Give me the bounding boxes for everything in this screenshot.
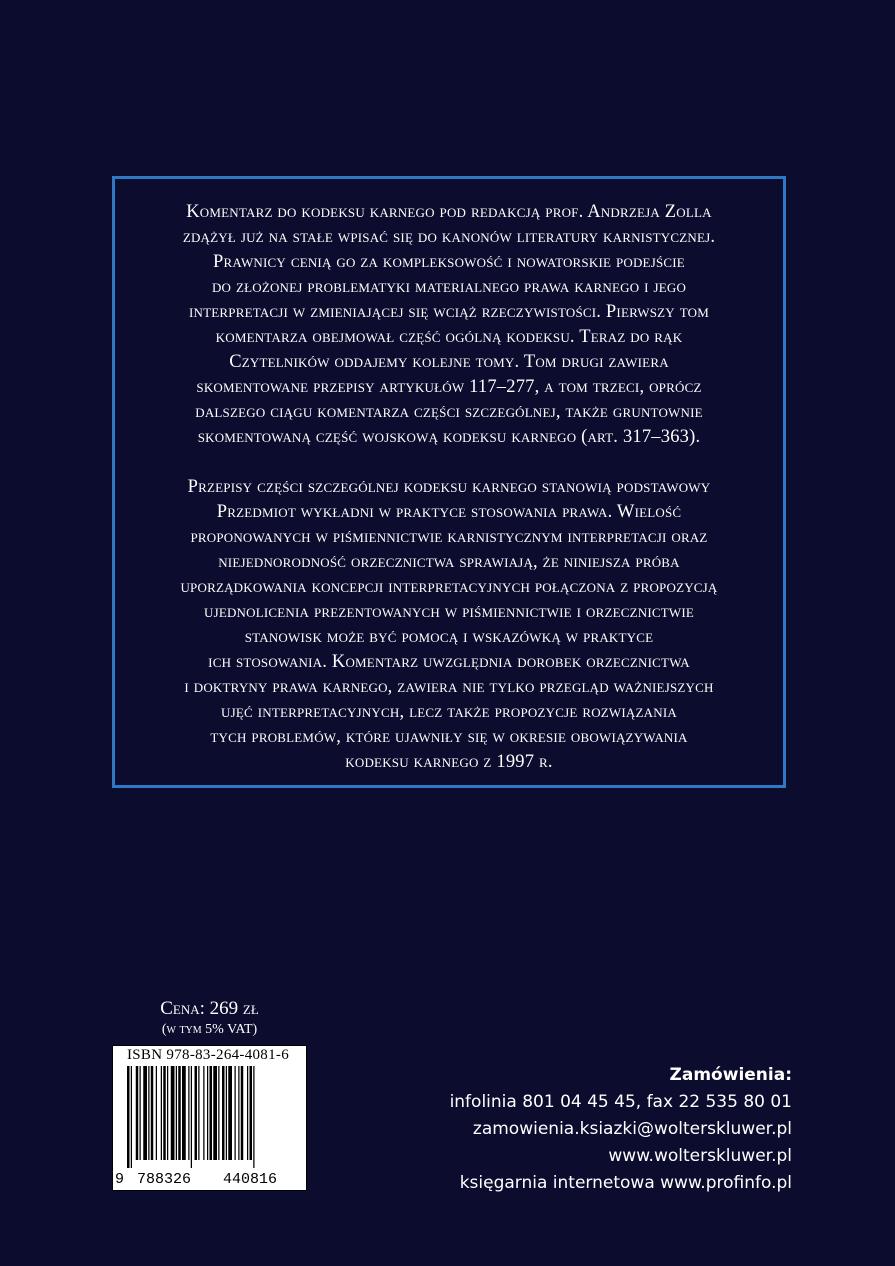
barcode-bar: [143, 1066, 147, 1160]
barcode-bar: [131, 1066, 132, 1168]
barcode-bar: [195, 1066, 198, 1160]
blurb-line: niejednorodność orzecznictwa sprawiają, że niniejsza próba: [218, 552, 680, 572]
barcode-bar: [241, 1066, 244, 1160]
blurb-line: do złożonej problematyki materialnego prawa karnego i jego: [211, 277, 687, 297]
barcode-bar: [148, 1066, 149, 1160]
blurb-line: tych problemów, które ujawniły się w okresie obowiązywania: [210, 727, 688, 747]
blurb-line: Komentarz do kodeksu karnego pod redakcją prof. Andrzeja Zolla: [186, 202, 712, 222]
blurb-line: dalszego ciągu komentarza części szczególnej, także gruntownie: [195, 402, 703, 422]
blurb-line: Przepisy części szczególnej kodeksu karnego stanowią podstawowy: [187, 477, 711, 497]
blurb-line: interpretacji w zmieniającej się wciąż rzeczywistości. Pierwszy tom: [189, 302, 709, 322]
blurb-line: i doktryny prawa karnego, zawiera nie tylko przegląd ważniejszych: [184, 677, 714, 697]
barcode-bar: [156, 1066, 157, 1160]
price-block: [112, 997, 307, 1039]
barcode-bar: [207, 1066, 208, 1160]
blurb-line: zdążył już na stałe wpisać się do kanonów literatury karnistycznej.: [182, 227, 716, 247]
blurb-line: stanowisk może być pomocą i wskazówką w praktyce: [244, 627, 654, 647]
barcode-bar: [247, 1066, 248, 1160]
barcode-bar: [235, 1066, 236, 1160]
barcode-bar: [171, 1066, 175, 1160]
barcode-bar: [213, 1066, 217, 1160]
orders-info: [450, 1062, 792, 1197]
barcode-bars: [123, 1066, 299, 1168]
barcode-bar: [188, 1066, 189, 1160]
blurb-line: komentarza obejmował część ogólną kodeksu. Teraz do rąk: [215, 327, 683, 347]
barcode-bar: [253, 1066, 254, 1168]
price-label: Cena: 269 zł: [160, 998, 259, 1019]
blurb-line: ujęć interpretacyjnych, lecz także propozycje rozwiązania: [221, 702, 677, 722]
barcode-bar: [250, 1066, 253, 1160]
blurb-line: skomentowane przepisy artykułów 117–277, a tom trzeci, oprócz: [196, 377, 702, 397]
barcode-bar: [238, 1066, 239, 1160]
blurb-line: uporządkowania koncepcji interpretacyjnych połączona z propozycją: [180, 577, 718, 597]
barcode-bar: [176, 1066, 177, 1160]
barcode-bar: [182, 1066, 186, 1160]
barcode-digit-first: 9: [115, 1171, 125, 1188]
barcode-bar: [140, 1066, 141, 1160]
barcode-bar: [191, 1066, 192, 1168]
orders-phone: infolinia 801 04 45 45, fax 22 535 80 01: [449, 1092, 792, 1112]
barcode-bar: [167, 1066, 168, 1160]
barcode-bar: [127, 1066, 130, 1168]
barcode-bar: [151, 1066, 154, 1160]
orders-title: Zamówienia:: [669, 1065, 792, 1085]
blurb-text: [118, 200, 780, 775]
barcode-digits-left: 788326: [137, 1171, 192, 1188]
isbn-number: ISBN 978-83-264-4081-6: [127, 1047, 290, 1063]
barcode-bar: [203, 1066, 204, 1160]
barcode-bar: [222, 1066, 225, 1160]
blurb-line: ich stosowania. Komentarz uwzględnia dorobek orzecznictwa: [208, 652, 690, 672]
barcode-bar: [136, 1066, 139, 1160]
barcode-bar: [161, 1066, 162, 1160]
orders-shop[interactable]: księgarnia internetowa www.profinfo.pl: [459, 1173, 792, 1193]
barcode-bar: [198, 1066, 199, 1160]
blurb-line: proponowanych w piśmiennictwie karnistycznym interpretacji oraz: [190, 527, 708, 547]
barcode-bar: [226, 1066, 227, 1160]
blurb-line: ujednolicenia prezentowanych w piśmiennictwie i orzecznictwie: [203, 602, 695, 622]
blurb-line: Przedmiot wykładni w praktyce stosowania prawa. Wielość: [216, 502, 682, 522]
orders-email[interactable]: zamowienia.ksiazki@wolterskluwer.pl: [472, 1119, 792, 1139]
barcode-bar: [228, 1066, 232, 1160]
barcode-bar: [210, 1066, 213, 1160]
isbn-barcode: [112, 1045, 307, 1191]
blurb-line: Prawnicy cenią go za kompleksowość i nowatorskie podejście: [213, 252, 685, 272]
barcode-bar: [218, 1066, 219, 1160]
paragraph-gap: [118, 450, 780, 475]
barcode-bar: [163, 1066, 166, 1160]
blurb-line: kodeksu karnego z 1997 r.: [345, 752, 553, 772]
barcode-digits-right: 440816: [223, 1171, 278, 1188]
blurb-line: skomentowaną część wojskową kodeksu karnego (art. 317–363).: [197, 427, 701, 447]
vat-note: (w tym 5% VAT): [161, 1022, 258, 1037]
orders-website[interactable]: www.wolterskluwer.pl: [608, 1146, 792, 1166]
barcode-bar: [178, 1066, 181, 1160]
blurb-line: Czytelników oddajemy kolejne tomy. Tom drugi zawiera: [229, 352, 669, 372]
